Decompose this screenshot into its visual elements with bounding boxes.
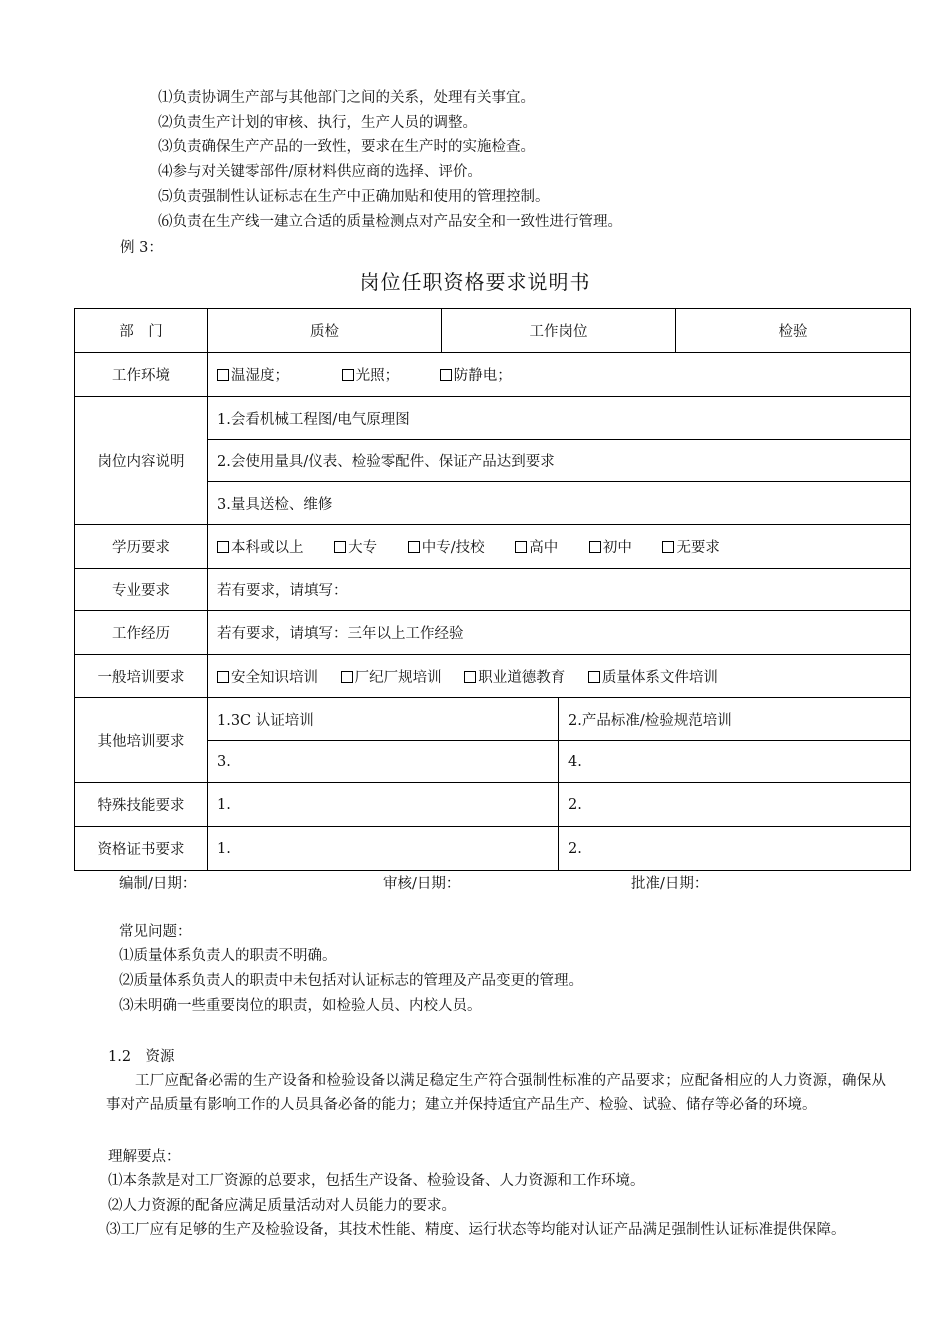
edu-label: 学历要求 — [75, 525, 208, 569]
edu-option-college[interactable]: 大专 — [334, 536, 377, 557]
qualification-form — [74, 308, 911, 871]
content-label: 岗位内容说明 — [75, 397, 208, 525]
training-option-ethics[interactable]: 职业道德教育 — [464, 666, 565, 687]
checkbox-icon[interactable] — [515, 541, 527, 553]
faq-item-3: ⑶未明确一些重要岗位的职责，如检验人员、内校人员。 — [119, 998, 482, 1014]
post-label: 工作岗位 — [442, 309, 676, 353]
env-option-temperature[interactable]: 温湿度； — [217, 364, 289, 385]
section-heading: 1.2 资源 — [108, 1049, 175, 1065]
checkbox-icon[interactable] — [408, 541, 420, 553]
skills-label: 特殊技能要求 — [75, 783, 208, 827]
faq-item-1: ⑴质量体系负责人的职责不明确。 — [119, 948, 337, 964]
skill-1[interactable]: 1. — [208, 783, 559, 827]
duty-item-2: ⑵负责生产计划的审核、执行，生产人员的调整。 — [158, 115, 477, 131]
checkbox-icon[interactable] — [217, 541, 229, 553]
dept-value: 质检 — [208, 309, 442, 353]
faq-heading: 常见问题： — [119, 924, 192, 940]
training-option-quality[interactable]: 质量体系文件培训 — [588, 666, 718, 687]
general-training-label: 一般培训要求 — [75, 655, 208, 698]
env-option-antistatic[interactable]: 防静电； — [440, 364, 512, 385]
section-body: 工厂应配备必需的生产设备和检验设备以满足稳定生产符合强制性标准的产品要求；应配备相应的人力资源，确保从事对产品质量有影响工作的人员具备必备的能力；建立并保持适宜产品生产、检验、试验、储存等必备的环境。 — [106, 1073, 886, 1113]
edu-option-middleschool[interactable]: 初中 — [589, 536, 632, 557]
checkbox-icon[interactable] — [588, 671, 600, 683]
edu-option-highschool[interactable]: 高中 — [515, 536, 558, 557]
other-training-2[interactable]: 2.产品标准/检验规范培训 — [559, 698, 911, 741]
checkbox-icon[interactable] — [334, 541, 346, 553]
form-title: 岗位任职资格要求说明书 — [359, 270, 591, 294]
faq-item-2: ⑵质量体系负责人的职责中未包括对认证标志的管理及产品变更的管理。 — [119, 973, 583, 989]
point-1: ⑴本条款是对工厂资源的总要求，包括生产设备、检验设备、人力资源和工作环境。 — [108, 1173, 645, 1189]
post-value: 检验 — [676, 309, 911, 353]
edu-option-none[interactable]: 无要求 — [662, 536, 720, 557]
major-label: 专业要求 — [75, 569, 208, 611]
edu-options — [208, 525, 911, 569]
signoff-reviewed: 审核/日期： — [383, 876, 461, 892]
content-item-2: 2.会使用量具/仪表、检验零配件、保证产品达到要求 — [208, 440, 911, 482]
env-option-light[interactable]: 光照； — [342, 364, 400, 385]
training-option-safety[interactable]: 安全知识培训 — [217, 666, 318, 687]
experience-label: 工作经历 — [75, 611, 208, 655]
cert-label: 资格证书要求 — [75, 827, 208, 871]
point-2: ⑵人力资源的配备应满足质量活动对人员能力的要求。 — [108, 1198, 456, 1214]
point-3: ⑶工厂应有足够的生产及检验设备，其技术性能、精度、运行状态等均能对认证产品满足强制性认证标准提供保障。 — [106, 1222, 846, 1238]
duty-item-1: ⑴负责协调生产部与其他部门之间的关系，处理有关事宜。 — [158, 90, 535, 106]
checkbox-icon[interactable] — [662, 541, 674, 553]
content-item-3: 3.量具送检、维修 — [208, 482, 911, 525]
checkbox-icon[interactable] — [341, 671, 353, 683]
env-label: 工作环境 — [75, 353, 208, 397]
checkbox-icon[interactable] — [342, 369, 354, 381]
checkbox-icon[interactable] — [464, 671, 476, 683]
example-label: 例 3： — [120, 240, 163, 256]
experience-value[interactable]: 若有要求，请填写：三年以上工作经验 — [208, 611, 911, 655]
signoff-approved: 批准/日期： — [631, 876, 709, 892]
edu-option-technical[interactable]: 中专/技校 — [408, 536, 485, 557]
checkbox-icon[interactable] — [217, 671, 229, 683]
signoff-prepared: 编制/日期： — [119, 876, 197, 892]
points-heading: 理解要点： — [108, 1149, 181, 1165]
dept-label: 部 门 — [75, 309, 208, 353]
duty-item-6: ⑹负责在生产线一建立合适的质量检测点对产品安全和一致性进行管理。 — [158, 214, 622, 230]
cert-2[interactable]: 2. — [559, 827, 911, 871]
duty-item-5: ⑸负责强制性认证标志在生产中正确加贴和使用的管理控制。 — [158, 189, 550, 205]
skill-2[interactable]: 2. — [559, 783, 911, 827]
training-option-rules[interactable]: 厂纪厂规培训 — [341, 666, 442, 687]
other-training-1[interactable]: 1.3C 认证培训 — [208, 698, 559, 741]
general-training-options — [208, 655, 911, 698]
checkbox-icon[interactable] — [440, 369, 452, 381]
cert-1[interactable]: 1. — [208, 827, 559, 871]
checkbox-icon[interactable] — [589, 541, 601, 553]
other-training-3[interactable]: 3. — [208, 741, 559, 783]
checkbox-icon[interactable] — [217, 369, 229, 381]
duty-item-4: ⑷参与对关键零部件/原材料供应商的选择、评价。 — [158, 164, 482, 180]
other-training-4[interactable]: 4. — [559, 741, 911, 783]
env-options — [208, 353, 911, 397]
edu-option-bachelor[interactable]: 本科或以上 — [217, 536, 304, 557]
content-item-1: 1.会看机械工程图/电气原理图 — [208, 397, 911, 440]
other-training-label: 其他培训要求 — [75, 698, 208, 783]
major-value[interactable]: 若有要求，请填写： — [208, 569, 911, 611]
duty-item-3: ⑶负责确保生产产品的一致性，要求在生产时的实施检查。 — [158, 139, 535, 155]
